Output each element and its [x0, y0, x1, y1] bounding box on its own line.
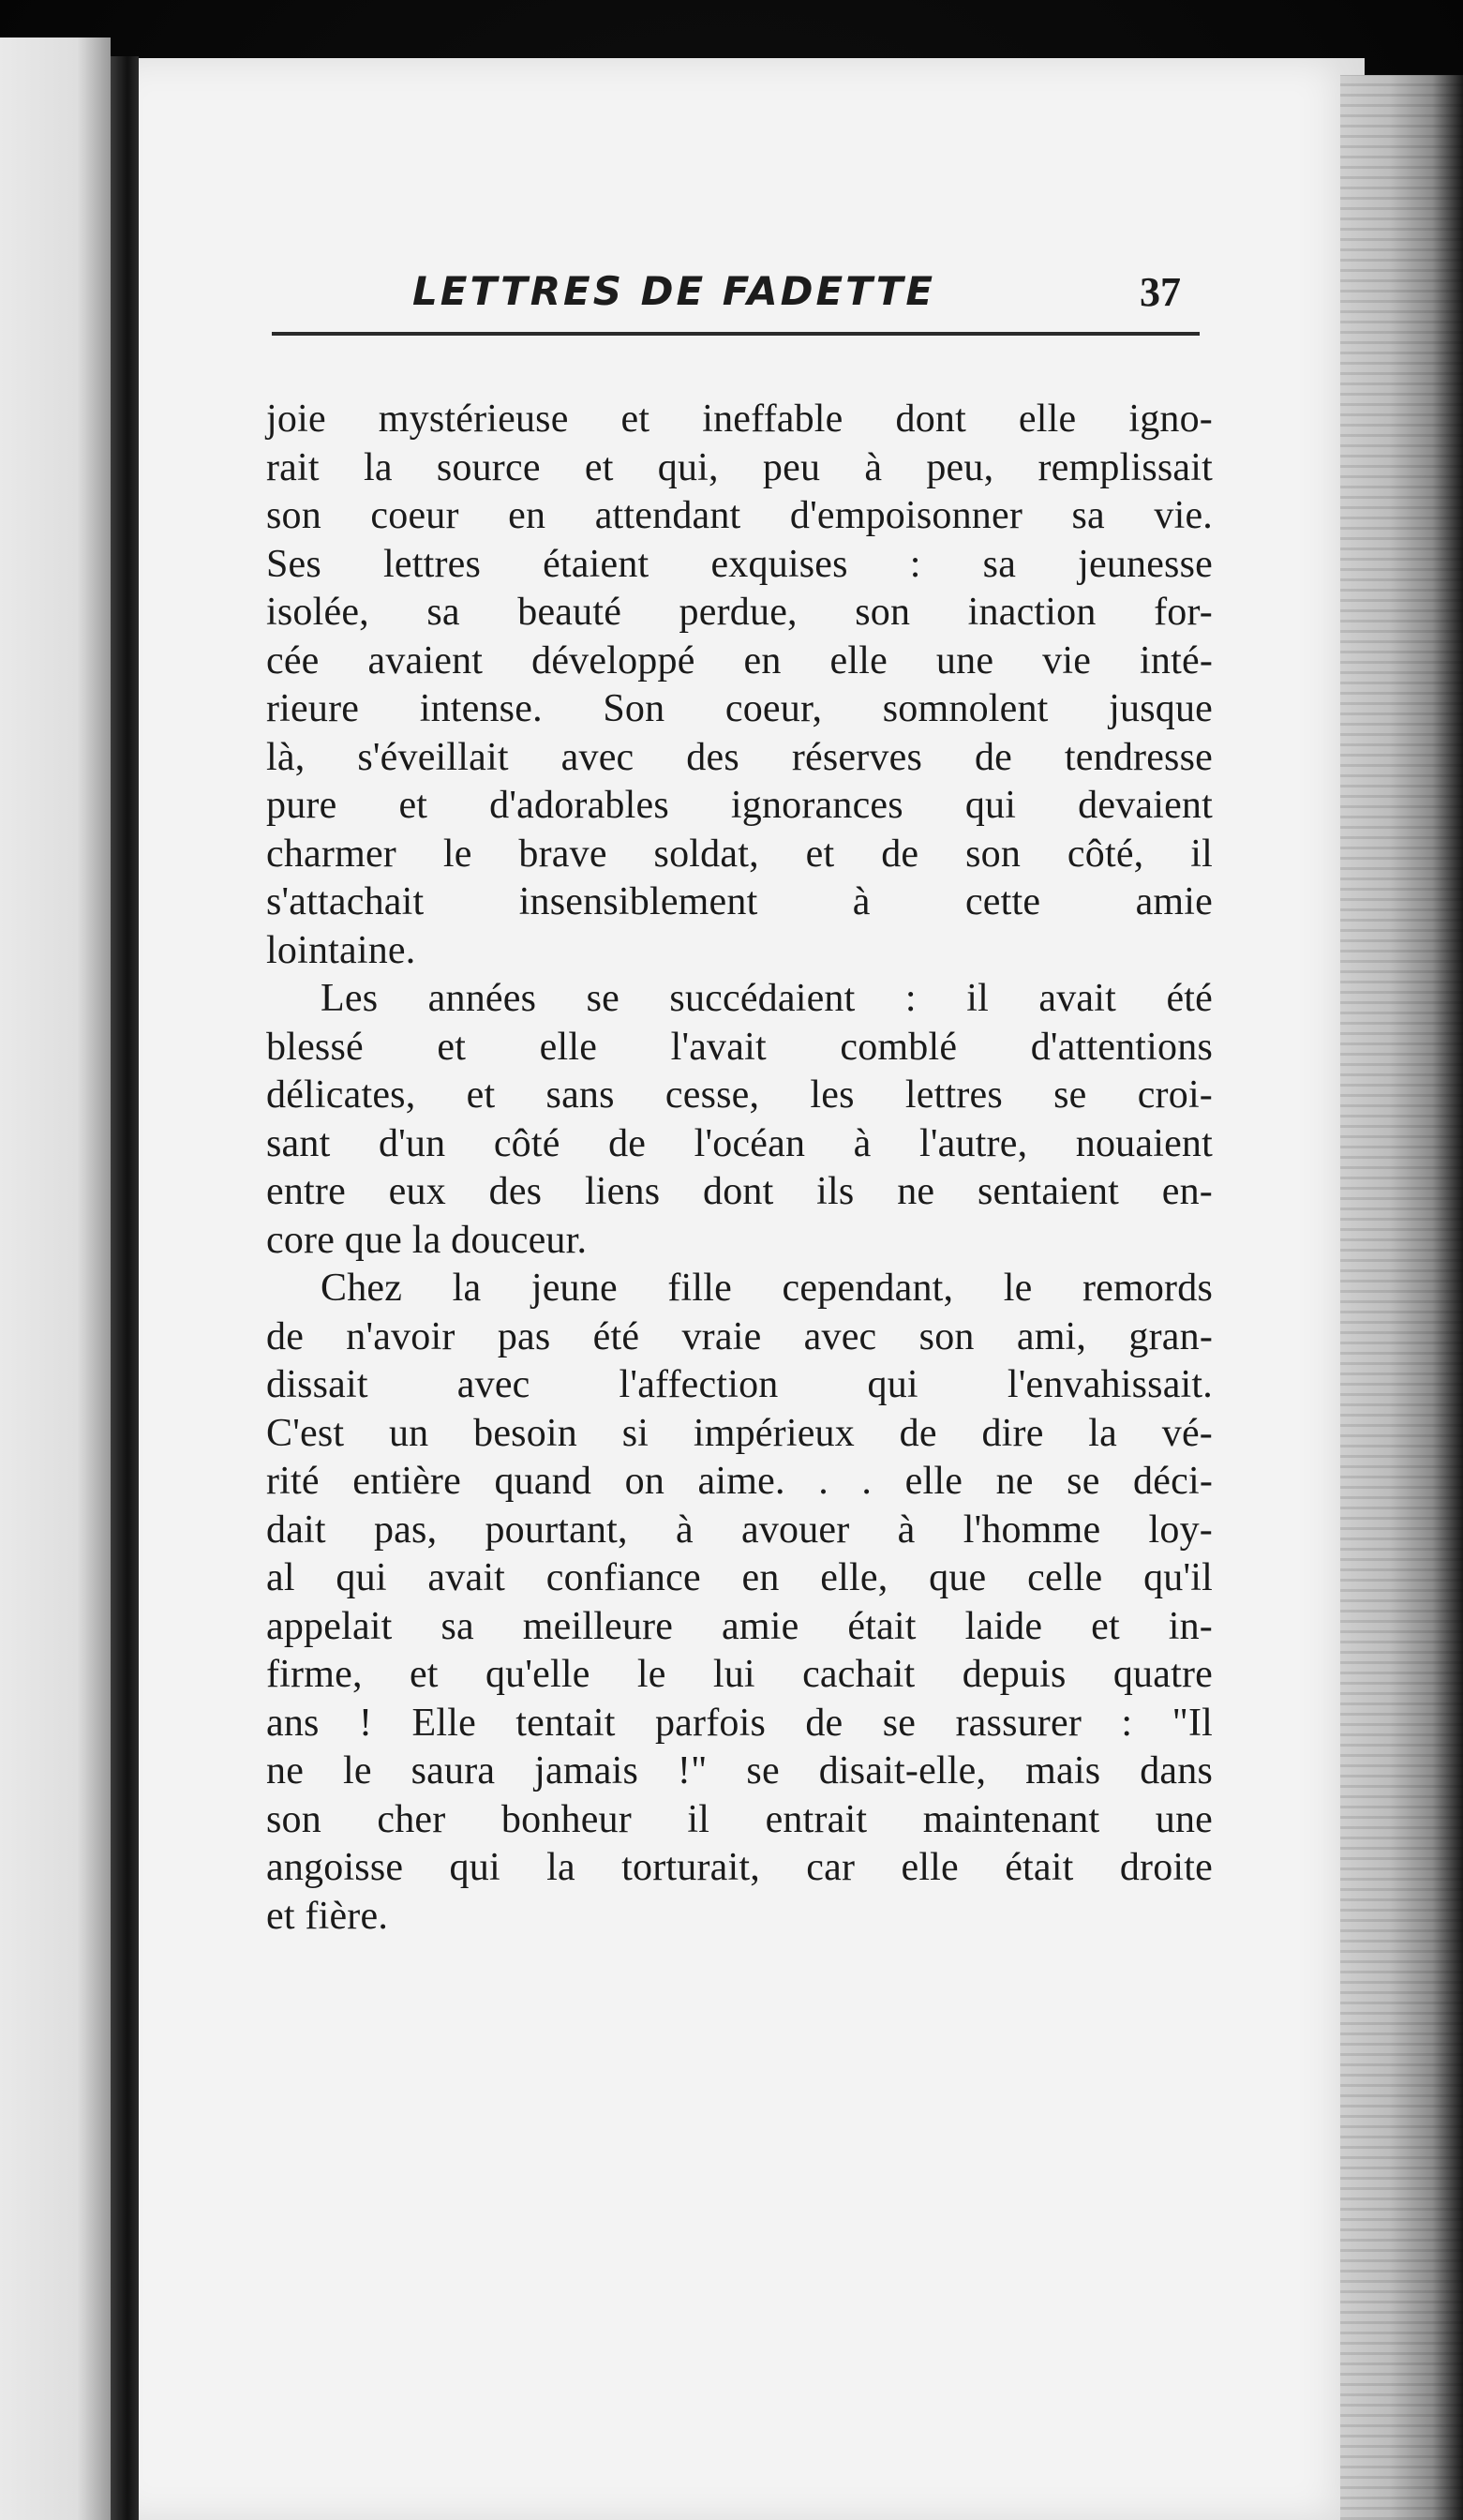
text-line: isolée, sa beauté perdue, son inaction for-: [266, 591, 1213, 634]
previous-page-edge: [0, 38, 111, 2520]
text-line: charmer le brave soldat, et de son côté, il: [266, 832, 1213, 876]
paragraph: [266, 1265, 1213, 1941]
text-line: entre eux des liens dont ils ne sentaient en-: [266, 1170, 1213, 1213]
text-line: ans ! Elle tentait parfois de se rassurer : "Il: [266, 1701, 1213, 1745]
text-line: Les années se succédaient : il avait été: [321, 977, 1213, 1020]
paragraph: [266, 396, 1213, 975]
text-line: core que la douceur.: [266, 1218, 588, 1262]
text-line: blessé et elle l'avait comblé d'attentions: [266, 1025, 1213, 1069]
text-line: son coeur en attendant d'empoisonner sa vie.: [266, 494, 1213, 537]
text-line: son cher bonheur il entrait maintenant une: [266, 1797, 1213, 1841]
running-title: LETTRES DE FADETTE: [412, 268, 936, 314]
text-line: pure et d'adorables ignorances qui devaient: [266, 784, 1213, 827]
paragraph: [266, 975, 1213, 1265]
text-line: et fière.: [266, 1894, 389, 1938]
text-line: Chez la jeune fille cependant, le remords: [321, 1267, 1213, 1310]
text-line: rité entière quand on aime. . . elle ne se déci-: [266, 1460, 1213, 1503]
text-line: joie mystérieuse et ineffable dont elle igno-: [266, 398, 1213, 441]
text-line: appelait sa meilleure amie était laide et in-: [266, 1604, 1213, 1648]
text-line: firme, et qu'elle le lui cachait depuis quatre: [266, 1653, 1213, 1696]
text-line: sant d'un côté de l'océan à l'autre, nouaient: [266, 1121, 1213, 1165]
text-line: ne le saura jamais !" se disait-elle, mais dans: [266, 1749, 1213, 1792]
text-line: de n'avoir pas été vraie avec son ami, gran-: [266, 1314, 1213, 1358]
running-head: [272, 268, 1200, 324]
text-line: rieure intense. Son coeur, somnolent jusque: [266, 687, 1213, 730]
page-number: 37: [1140, 269, 1181, 315]
text-line: angoisse qui la torturait, car elle était droite: [266, 1846, 1213, 1889]
text-line: s'attachait insensiblement à cette amie: [266, 880, 1213, 923]
text-line: C'est un besoin si impérieux de dire la vé-: [266, 1411, 1213, 1455]
text-line: al qui avait confiance en elle, que celle qu'il: [266, 1556, 1213, 1599]
text-line: rait la source et qui, peu à peu, remplissait: [266, 445, 1213, 489]
text-line: cée avaient développé en elle une vie inté-: [266, 638, 1213, 682]
text-line: dait pas, pourtant, à avouer à l'homme loy-: [266, 1508, 1213, 1552]
page-block-edge: [1340, 75, 1463, 2520]
text-line: lointaine.: [266, 928, 416, 972]
book-gutter: [111, 56, 139, 2520]
body-text: [266, 396, 1213, 1941]
text-line: dissait avec l'affection qui l'envahissait.: [266, 1363, 1213, 1406]
text-line: Ses lettres étaient exquises : sa jeunesse: [266, 542, 1213, 586]
header-rule: [272, 332, 1200, 336]
text-line: là, s'éveillait avec des réserves de tendresse: [266, 735, 1213, 779]
text-line: délicates, et sans cesse, les lettres se croi-: [266, 1073, 1213, 1117]
